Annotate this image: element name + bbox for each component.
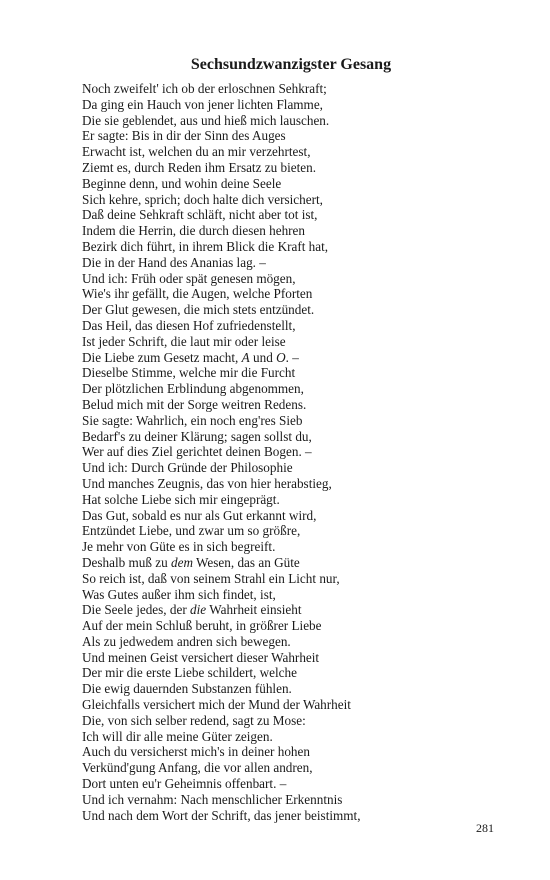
poem-line: Das Gut, sobald es nur als Gut erkannt wird, — [82, 507, 317, 523]
poem-line: So reich ist, daß von seinem Strahl ein Licht nur, — [82, 570, 340, 586]
poem-line: Der Glut gewesen, die mich stets entzündet. — [82, 302, 315, 318]
poem-line: Belud mich mit der Sorge weitren Redens. — [82, 396, 307, 412]
poem-line: Die in der Hand des Ananias lag. – — [82, 254, 266, 270]
poem-line: Bezirk dich führt, in ihrem Blick die Kraft hat, — [82, 238, 329, 254]
line-text: Wahrheit einsieht — [206, 602, 302, 618]
poem-line: Daß deine Sehkraft schläft, nicht aber tot ist, — [82, 207, 318, 223]
page-number: 281 — [476, 821, 494, 835]
poem-line: Die, von sich selber redend, sagt zu Mose: — [82, 712, 306, 728]
line-text: . – — [285, 349, 299, 365]
poem-body — [82, 81, 482, 823]
poem-line — [82, 555, 482, 571]
line-text: Deshalb muß zu — [82, 554, 171, 570]
poem-line: Ich will dir alle meine Güter zeigen. — [82, 728, 273, 744]
emphasized-text: O — [276, 349, 286, 365]
poem-line: Ziemt es, durch Reden ihm Ersatz zu bieten. — [82, 159, 317, 175]
poem-line: Sie sagte: Wahrlich, ein noch eng'res Sieb — [82, 412, 303, 428]
poem-line: Auf der mein Schluß beruht, in größrer Liebe — [82, 618, 322, 634]
emphasized-text: A — [241, 349, 250, 365]
poem-line: Er sagte: Bis in dir der Sinn des Auges — [82, 128, 286, 144]
poem-line: Und ich: Früh oder spät genesen mögen, — [82, 270, 296, 286]
line-text: und — [249, 349, 277, 365]
poem-line: Beginne denn, und wohin deine Seele — [82, 175, 282, 191]
line-text: Die Seele jedes, der — [82, 602, 191, 618]
emphasized-text: die — [190, 602, 207, 618]
line-text: Wesen, das an Güte — [192, 554, 300, 570]
poem-line: Erwacht ist, welchen du an mir verzehrtest, — [82, 144, 311, 160]
emphasized-text: dem — [171, 554, 193, 570]
poem-line: Ist jeder Schrift, die laut mir oder leise — [82, 333, 286, 349]
poem-line: Dort unten eu'r Geheimnis offenbart. – — [82, 776, 287, 792]
poem-line: Gleichfalls versichert mich der Mund der Wahrheit — [82, 697, 351, 713]
poem-line: Und ich: Durch Gründe der Philosophie — [82, 460, 293, 476]
poem-line: Bedarf's zu deiner Klärung; sagen sollst du, — [82, 428, 312, 444]
poem-line: Und manches Zeugnis, das von hier herabstieg, — [82, 475, 332, 491]
poem-line: Indem die Herrin, die durch diesen hehren — [82, 223, 306, 239]
poem-line: Dieselbe Stimme, welche mir die Furcht — [82, 365, 296, 381]
poem-line: Und meinen Geist versichert dieser Wahrheit — [82, 649, 320, 665]
line-text: Die Liebe zum Gesetz macht, — [82, 349, 242, 365]
poem-line: Je mehr von Güte es in sich begreift. — [82, 539, 276, 555]
poem-line: Sich kehre, sprich; doch halte dich versichert, — [82, 191, 323, 207]
poem-line: Der plötzlichen Erblindung abgenommen, — [82, 381, 304, 397]
poem-line: Und ich vernahm: Nach menschlicher Erkenntnis — [82, 791, 343, 807]
poem-line: Was Gutes außer ihm sich findet, ist, — [82, 586, 276, 602]
poem-line: Das Heil, das diesen Hof zufriedenstellt, — [82, 317, 296, 333]
poem-line: Die sie geblendet, aus und hieß mich lauschen. — [82, 112, 330, 128]
poem-line: Und nach dem Wort der Schrift, das jener beistimmt, — [82, 807, 361, 823]
poem-line: Als zu jedwedem andren sich bewegen. — [82, 633, 291, 649]
poem-line: Die ewig dauernden Substanzen fühlen. — [82, 681, 292, 697]
page-title: Sechsundzwanzigster Gesang — [190, 56, 392, 73]
poem-line: Wie's ihr gefällt, die Augen, welche Pforten — [82, 286, 313, 302]
poem-line: Noch zweifelt' ich ob der erloschnen Sehkraft; — [82, 81, 327, 96]
poem-line: Entzündet Liebe, und zwar um so größre, — [82, 523, 301, 539]
poem-line: Da ging ein Hauch von jener lichten Flamme, — [82, 96, 323, 112]
poem-line: Verkünd'gung Anfang, die vor allen andren, — [82, 760, 313, 776]
poem-line — [82, 602, 482, 618]
poem-line: Auch du versicherst mich's in deiner hohen — [82, 744, 310, 760]
poem-line: Hat solche Liebe sich mir eingeprägt. — [82, 491, 280, 507]
poem-line — [82, 350, 482, 366]
poem-line: Wer auf dies Ziel gerichtet deinen Bogen. – — [82, 444, 312, 460]
poem-line: Der mir die erste Liebe schildert, welche — [82, 665, 297, 681]
